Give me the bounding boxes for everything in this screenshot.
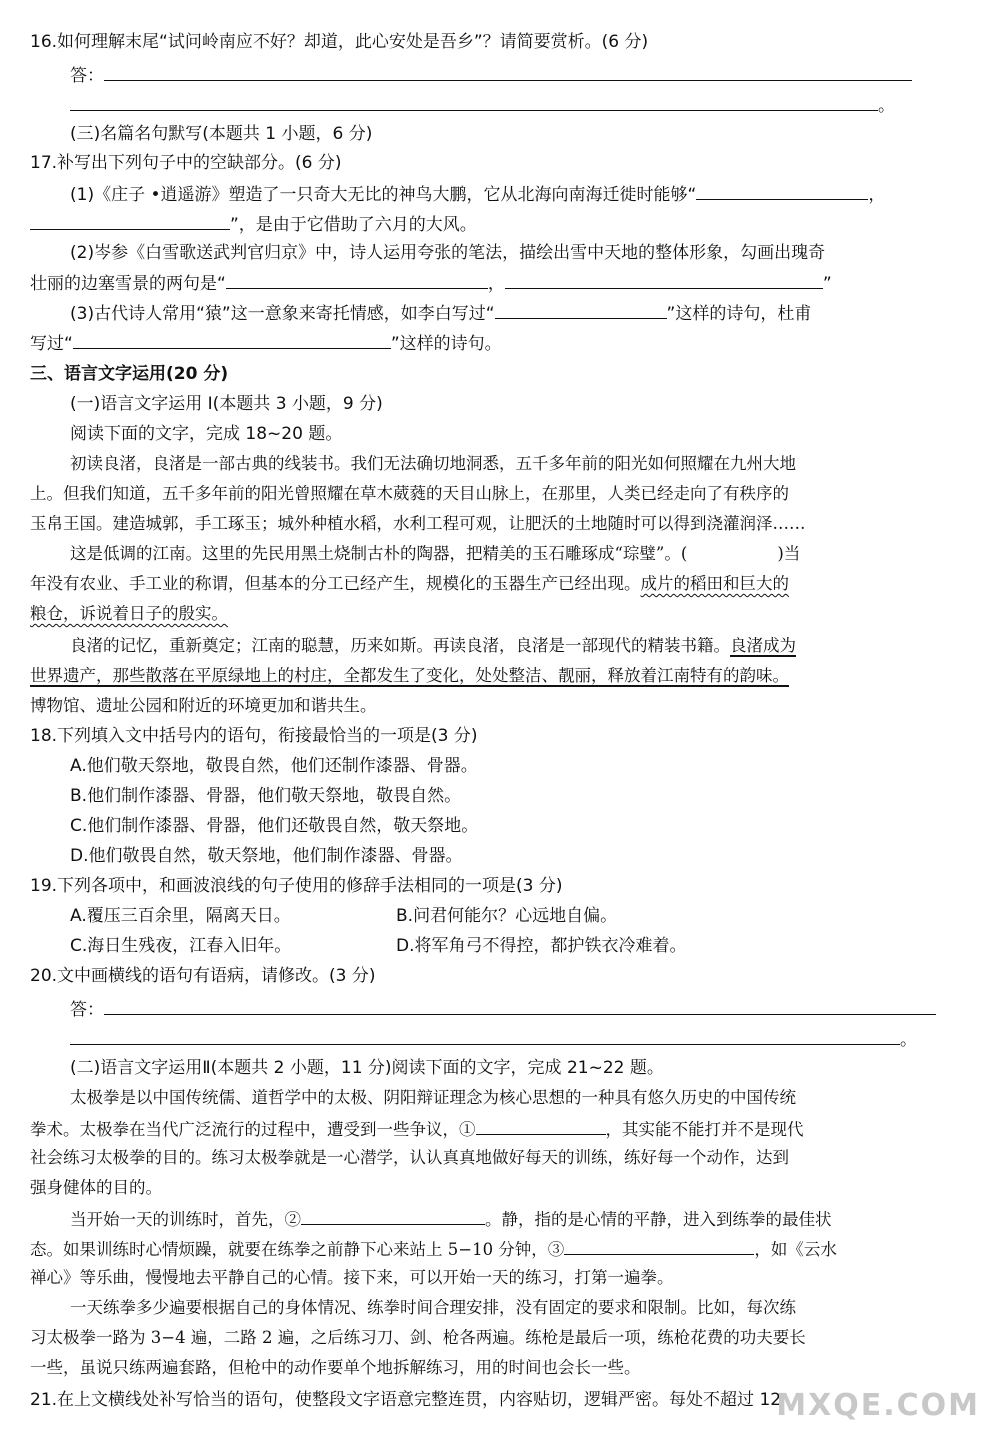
q20-answer-blank-1[interactable] [104,996,936,1015]
passage2-line-10: 一些，虽说只练两遍套路，但枪中的动作要单个地拆解练习，用的时间也会长一些。 [30,1358,641,1377]
q17-item1-text-b: ”，是由于它借助了六月的大风。 [230,215,477,235]
passage2-line2-text-a: 拳术。太极拳在当代广泛流行的过程中，遭受到一些争议，① [30,1120,476,1139]
q18-option-d[interactable]: D.他们敬畏自然，敬天祭地，他们制作漆器、骨器。 [70,846,463,866]
q19-option-b[interactable]: B.问君何能尔？心远地自偏。 [396,906,618,926]
passage1-line7-plain: 良渚的记忆，重新奠定；江南的聪慧，历来如斯。再读良渚，良渚是一部现代的精装书籍。 [70,636,730,655]
q17-blank-3[interactable] [226,270,488,289]
q16-prompt: 16.如何理解末尾“试问岭南应不好？却道，此心安处是吾乡”？请简要赏析。(6 分) [30,32,649,52]
q20-prompt: 20.文中画横线的语句有语病，请修改。(3 分) [30,966,376,986]
q18-prompt: 18.下列填入文中括号内的语句，衔接最恰当的一项是(3 分) [30,726,478,746]
section-1-title: (一)语言文字运用 Ⅰ(本题共 3 小题，9 分) [70,394,383,414]
q17-item2-comma: ， [487,274,505,294]
q17-item3-text-d: ”这样的诗句。 [390,334,502,354]
q17-item3-text-a: (3)古代诗人常用“猿”这一意象来寄托情感，如李白写过“ [70,304,495,324]
passage2-line-6 [30,1236,837,1262]
passage2-line2-text-b: ，其实能不能打并不是现代 [605,1120,804,1139]
q17-item2-text-a: 壮丽的边塞雪景的两句是“ [30,274,226,294]
passage2-blank-3[interactable] [564,1236,754,1255]
passage1-line-3: 玉帛王国。建造城郭，手工琢玉；城外种植水稻，水利工程可观，让肥沃的土地随时可以得到浇灌润泽…… [30,514,806,533]
passage2-line-9: 习太极拳一路为 3−4 遍，二路 2 遍，之后练习刀、剑、枪各两遍。练枪是最后一项，练枪花费的功夫要长 [30,1328,806,1347]
q17-item3-text-b: ”这样的诗句，杜甫 [666,304,812,324]
q17-blank-5[interactable] [495,300,667,319]
passage2-line5-text-a: 当开始一天的训练时，首先，② [70,1210,301,1229]
q16-answer-line-2 [70,92,895,118]
watermark-logo: MXQE.COM [776,1388,980,1423]
passage2-line6-text-b: ，如《云水 [754,1240,837,1259]
passage2-line-1: 太极拳是以中国传统儒、道哲学中的太极、阴阳辩证理念为核心思想的一种具有悠久历史的中国传统 [70,1088,796,1107]
q20-answer-blank-2[interactable] [70,1026,900,1045]
q19-option-a[interactable]: A.覆压三百余里，隔离天日。 [70,906,291,926]
passage1-line-9: 博物馆、遗址公园和附近的环境更加和谐共生。 [30,696,377,715]
passage2-line5-text-b: 。静，指的是心情的平静，进入到练拳的最佳状 [485,1210,832,1229]
q17-item1-line1 [70,181,885,207]
q16-period: 。 [878,96,895,116]
q20-answer-label: 答： [70,1000,104,1020]
passage1-line-1: 初读良渚，良渚是一部古典的线装书。我们无法确切地洞悉，五千多年前的阳光如何照耀在九州大地 [70,454,796,473]
q17-blank-6[interactable] [73,330,391,349]
passage1-line-7 [70,634,796,660]
passage2-line-5 [70,1206,832,1232]
passage2-line-2 [30,1116,804,1142]
passage1-line-6 [30,602,228,628]
part-3-title: 三、语言文字运用(20 分) [30,364,229,384]
q17-item3-text-c: 写过“ [30,334,73,354]
passage2-line-4: 强身健体的目的。 [30,1178,162,1197]
section-3-title: (三)名篇名句默写(本题共 1 小题，6 分) [70,124,373,144]
passage2-blank-2[interactable] [301,1206,485,1225]
passage2-line6-text-a: 态。如果训练时心情烦躁，就要在练拳之前静下心来站上 5−10 分钟，③ [30,1240,565,1259]
passage1-line-5 [30,572,789,598]
passage1-wavy-sentence-part2: 粮仓，诉说着日子的殷实。 [30,604,228,623]
q17-item2-line1: (2)岑参《白雪歌送武判官归京》中，诗人运用夸张的笔法，描绘出雪中天地的整体形象，勾画出瑰奇 [70,243,826,263]
q19-option-c[interactable]: C.海日生残夜，江春入旧年。 [70,936,292,956]
q17-item1-text-a: (1)《庄子 •逍遥游》塑造了一只奇大无比的神鸟大鹏，它从北海向南海迁徙时能够“ [70,185,697,205]
q17-item2-line2 [30,270,832,296]
passage1-underlined-sentence-part2: 世界遗产，那些散落在平原绿地上的村庄，全都发生了变化，处处整洁、靓丽，释放着江南特有的韵味。 [30,666,789,685]
section-1-instruction: 阅读下面的文字，完成 18~20 题。 [70,424,343,444]
q16-answer-label: 答： [70,66,104,86]
passage2-blank-1[interactable] [476,1116,606,1135]
q17-item3-line1 [70,300,811,326]
passage2-line-8: 一天练拳多少遍要根据自己的身体情况、练拳时间合理安排，没有固定的要求和限制。比如，每次练 [70,1298,796,1317]
passage1-underlined-sentence-part1: 良渚成为 [730,636,796,655]
q18-option-b[interactable]: B.他们制作漆器、骨器，他们敬天祭地，敬畏自然。 [70,786,462,806]
passage2-line-7: 禅心》等乐曲，慢慢地去平静自己的心情。接下来，可以开始一天的练习，打第一遍拳。 [30,1268,674,1287]
q17-blank-2[interactable] [30,211,230,230]
passage1-line4-end: )当 [777,544,801,563]
section-2-title: (二)语言文字运用Ⅱ(本题共 2 小题，11 分)阅读下面的文字，完成 21~22 题。 [70,1058,664,1078]
passage1-line-8 [30,664,789,690]
q20-answer-line-1 [70,996,936,1022]
q19-option-d[interactable]: D.将军角弓不得控，都护铁衣冷难着。 [396,936,687,956]
q16-answer-line-1 [70,62,912,88]
q16-answer-blank-2[interactable] [70,92,878,111]
q17-blank-1[interactable] [696,181,868,200]
passage1-line5-plain: 年没有农业、手工业的称谓，但基本的分工已经产生，规模化的玉器生产已经出现。 [30,574,641,593]
q17-item1-comma: ， [868,185,886,205]
q21-prompt: 21.在上文横线处补写恰当的语句，使整段文字语意完整连贯，内容贴切，逻辑严密。每处不超过 12 [30,1390,782,1410]
q17-prompt: 17.补写出下列句子中的空缺部分。(6 分) [30,153,342,173]
q19-prompt: 19.下列各项中，和画波浪线的句子使用的修辞手法相同的一项是(3 分) [30,876,563,896]
q17-item1-line2 [30,211,477,237]
q18-option-a[interactable]: A.他们敬天祭地，敬畏自然，他们还制作漆器、骨器。 [70,756,478,776]
passage2-line-3: 社会练习太极拳的目的。练习太极拳就是一心潜学，认认真真地做好每天的训练，练好每一个动作，达到 [30,1148,789,1167]
q18-option-c[interactable]: C.他们制作漆器、骨器，他们还敬畏自然，敬天祭地。 [70,816,479,836]
passage1-line4-text: 这是低调的江南。这里的先民用黑土烧制古朴的陶器，把精美的玉石雕琢成“琮璧”。( [70,544,688,563]
q17-blank-4[interactable] [505,270,823,289]
q20-period: 。 [900,1030,917,1050]
passage1-line-2: 上。但我们知道，五千多年前的阳光曾照耀在草木葳蕤的天目山脉上，在那里，人类已经走向了有秩序的 [30,484,789,503]
q17-item2-quote-end: ” [822,274,832,294]
q20-answer-line-2 [70,1026,917,1052]
q16-answer-blank-1[interactable] [104,62,912,81]
passage1-wavy-sentence-part1: 成片的稻田和巨大的 [640,574,789,593]
passage1-line-4 [70,542,800,568]
q17-item3-line2 [30,330,502,356]
